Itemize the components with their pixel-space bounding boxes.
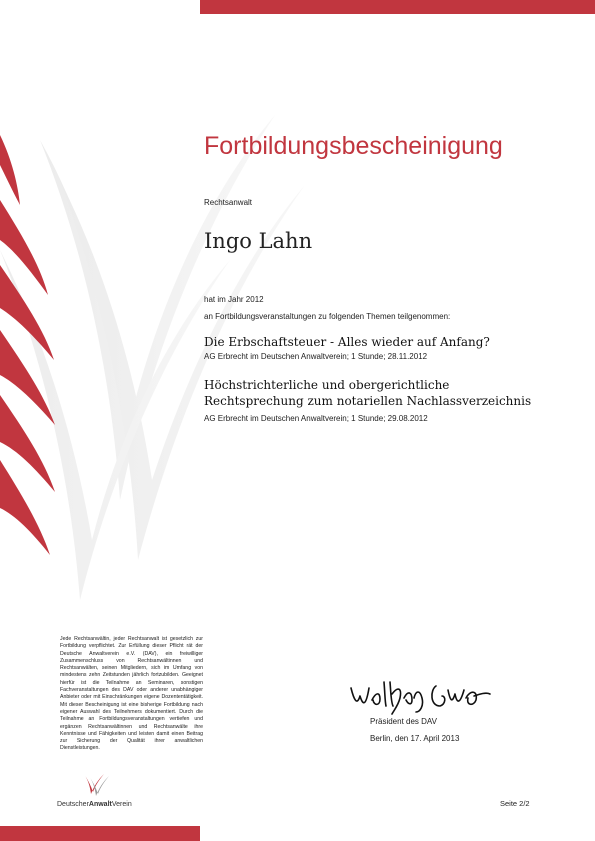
course-2-title-line2: Rechtsprechung zum notariellen Nachlassverzeichnis [204,394,532,408]
dav-logo-icon [82,770,112,798]
recipient-name: Ingo Lahn [204,229,313,253]
page-number: Seite 2/2 [500,799,530,808]
course-2-title-line1: Höchstrichterliche und obergerichtliche [204,378,450,392]
dav-logo-wordmark [57,801,132,808]
course-2-detail: AG Erbrecht im Deutschen Anwaltverein; 1 Stunde; 29.08.2012 [204,414,428,423]
recipient-role: Rechtsanwalt [204,198,253,207]
certificate-title: Fortbildungsbescheinigung [204,132,503,160]
intro-year-line: hat im Jahr 2012 [204,295,264,304]
logo-word-deutscher: Deutscher [57,801,89,808]
logo-word-anwalt: Anwalt [88,801,112,808]
course-1-title-line1: Die Erbschaftsteuer - Alles wieder auf Anfang? [204,335,490,349]
course-2-title [204,377,531,409]
course-1-detail: AG Erbrecht im Deutschen Anwaltverein; 1 Stunde; 28.11.2012 [204,352,428,361]
intro-topics-line: an Fortbildungsveranstaltungen zu folgenden Themen teilgenommen: [204,312,451,321]
signatory-role: Präsident des DAV [370,717,437,726]
fineprint-note: Jede Rechtsanwältin, jeder Rechtsanwalt ist gesetzlich zur Fortbildung verpflichtet. Zur Erfüllung dieser Pflicht rät der Deutsche Anwaltverein e.V. (DAV), ein freiwilliger Zusammenschluss von Rechtsanwältinnen und Rechtsanwälten, seinen Mitgliedern, sich im Umfang von mindestens zehn Zeitstunden jährlich fortzubilden. Geeignet hierfür ist die Teilnahme an Seminaren, sonstigen Fachveranstaltungen des DAV oder anderer unabhängiger Anbieter oder mit Einschränkungen eigene Dozententätigkeit. Mit dieser Bescheinigung ist eine bisherige Fortbildung nach eigener Auswahl des Teilnehmers dokumentiert. Durch die Teilnahme an Fortbildungsveranstaltungen vertiefen und ergänzen Rechtsanwältinnen und Rechtsanwälte ihre Kenntnisse und Fähigkeiten und leisten damit einen Beitrag zur Sicherung der Qualität ihrer anwaltlichen Dienstleistungen. [60,636,203,752]
bottom-accent-bar [0,826,200,841]
handwritten-signature [348,676,498,716]
course-1-title [204,334,490,350]
signature-place-date: Berlin, den 17. April 2013 [370,734,460,743]
logo-word-verein: Verein [111,801,132,808]
